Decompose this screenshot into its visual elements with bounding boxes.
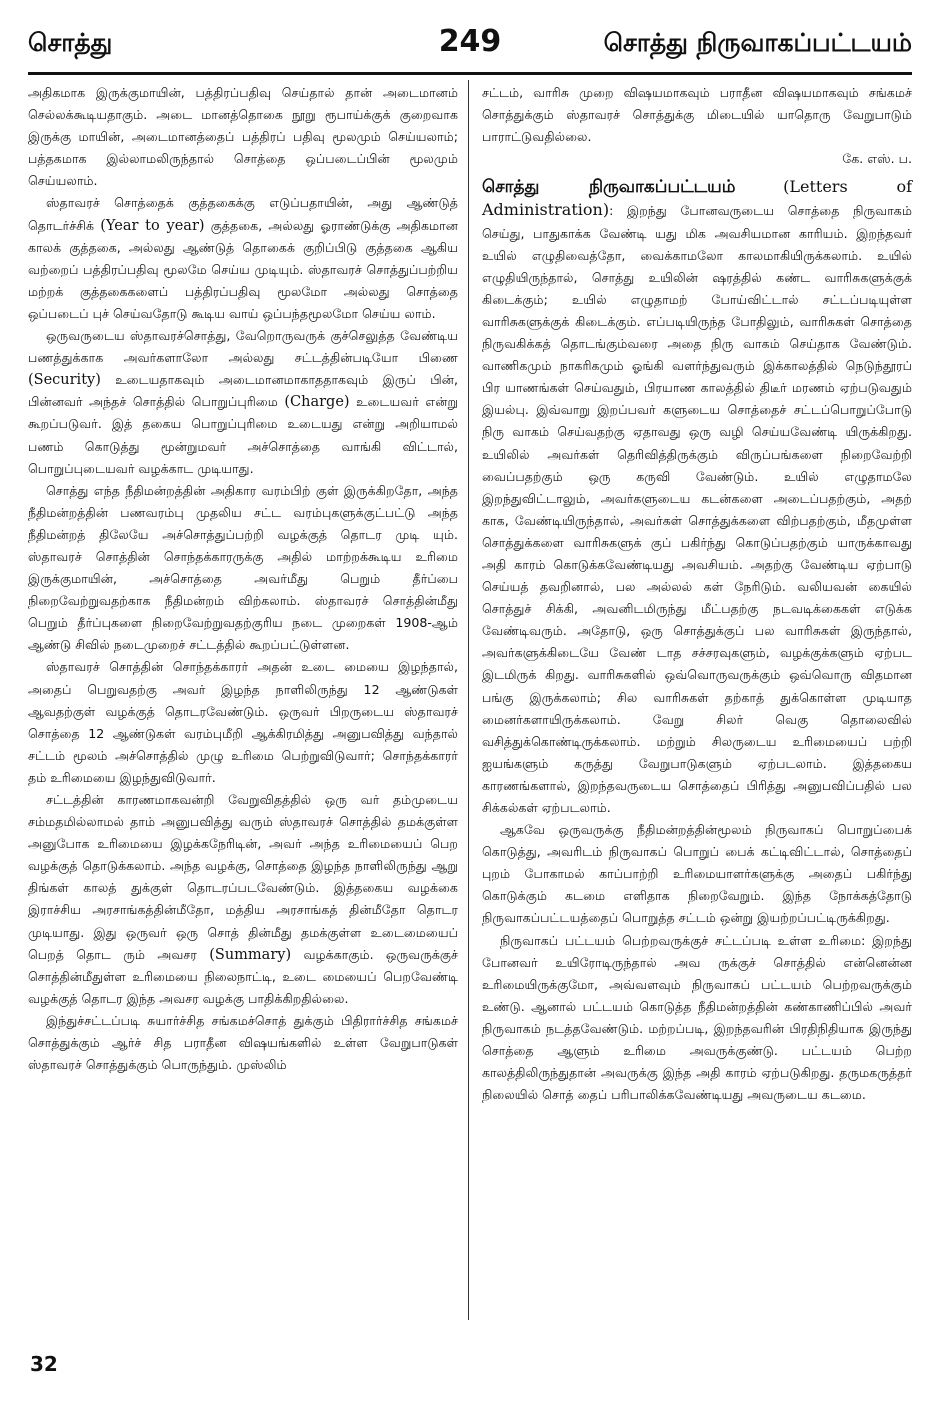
paragraph: நிருவாகப் பட்டயம் பெற்றவருக்குச் சட்டப்படி உள்ள உரிமை: இறந்து போனவர் உயிரோடிருந்தால் அவ ருக்குச் சொத்தில் என்னென்ன உரிமையிருக்குமோ, அவ்வளவும் நிருவாகப் பட்டயம் பெற்றவருக்கும் உண்டு. ஆனால் பட்டயம் கொடுத்த நீதிமன்றத்தின் கண்காணிப்பில் அவர் நிருவாகம் நடத்தவேண்டும். மற்றப்படி, இறந்தவரின் பிரதிநிதியாக இருந்து சொத்தை ஆளும் உரிமை அவருக்குண்டு. பட்டயம் பெற்ற காலத்திலிருந்துதான் அவருக்கு இந்த அதி காரம் ஏற்படுகிறது. தருமகருத்தர் நிலையில் சொத் தைப் பரிபாலிக்கவேண்டியது அவருடைய கடமை. (482, 932, 912, 1103)
author-signature: கே. எஸ். ப. (842, 151, 912, 167)
paragraph (28, 325, 458, 480)
english-term: (Charge) (284, 394, 350, 411)
entry-headword: சொத்து நிருவாகப்பட்டயம் (482, 177, 736, 198)
text-run: ஸ்தாவரச் சொத்தைக் குத்தகைக்கு எடுப்பதாயின், அது ஆண்டுத் தொடர்ச்சிக் (28, 195, 458, 233)
paragraph: இந்துச்சட்டப்படி சுயார்ச்சித சங்கமச்சொத் துக்கும் பிதிரார்ச்சித சங்கமச் சொத்துக்கும் ஆர்ச் சித பராதீன விஷயங்களில் உள்ள வேறுபாடுகள் ஸ்தாவரச் சொத்துக்கும் பொருந்தும். முஸ்லிம் (28, 1012, 458, 1073)
english-term: (Security) (28, 372, 101, 389)
right-column (482, 82, 912, 1106)
running-head-right: சொத்து நிருவாகப்பட்டயம் (603, 28, 912, 57)
paragraph: அதிகமாக இருக்குமாயின், பத்திரப்பதிவு செய்தால் தான் அடைமானம் செல்லக்கூடியதாகும். அடை மானத்தொகை நூறு ரூபாய்க்குக் குறைவாக இருக்கு மாயின், அடைமானத்தைப் பத்திரப் பதிவு மூலமும் செய்யலாம்; பத்தகமாக இல்லாமலிருந்தால் சொத்தை ஒப்படைப்பின் மூலமும் செய்யலாம். (28, 85, 458, 189)
paragraph: ஆகவே ஒருவருக்கு நீதிமன்றத்தின்மூலம் நிருவாகப் பொறுப்பைக் கொடுத்து, அவரிடம் நிருவாகப் பொறுப் பைக் கட்டிவிட்டால், சொத்தைப் புறம் போகாமல் காப்பாற்றி உரிமையாளர்களுக்கு அதைப் பகிர்ந்து கொடுக்கும் கடமை எளிதாக நிறைவேறும். இந்த நோக்கத்தோடு நிருவாகப்பட்டயத்தைப் பொறுத்த சட்டம் ஒன்று இயற்றப்பட்டிருக்கிறது. (482, 822, 912, 926)
paragraph: சட்டம், வாரிசு முறை விஷயமாகவும் பராதீன விஷயமாகவும் சங்கமச் சொத்துக்கும் ஸ்தாவரச் சொத்துக்கு மிடையில் யாதொரு வேறுபாடும் பாராட்டுவதில்லை. (482, 85, 912, 145)
paragraph (28, 789, 458, 1010)
entry-text: : இறந்து போனவருடைய சொத்தை நிருவாகம் செய்து, பாதுகாக்க வேண்டி யது மிக அவசியமான காரியம். இறந்தவர் உயில் எழுதிவைத்தோ, வைக்காமலோ காலமாகியிருக்கலாம். உயில் எழுதியிருந்தால், சொத்து உயிலின் ஷரத்தில் கண்ட வாரிசுகளுக்குக் கிடைக்கும்; உயில் எழுதாமற் போய்விட்டால் சட்டப்படியுள்ள வாரிசுகளுக்குக் கிடைக்கும். எப்படியிருந்த போதிலும், வாரிசுகள் சொத்தை நிருவகிக்கத் தொடங்கும்வரை அதை நிரு வாகம் செய்தாக வேண்டும். வாணிகமும் நாகரிகமும் ஓங்கி வளர்ந்துவரும் இக்காலத்தில் நெடுந்தூரப் பிர யாணங்கள் செய்வதும், பிரயாண காலத்தில் திடீர் மரணம் ஏற்படுவதும் இயல்பு. இவ்வாறு இறப்பவர் களுடைய சொத்தைச் சட்டப்பொறுப்போடு நிரு வாகம் செய்வதற்கு ஏதாவது ஒரு வழி செய்யவேண்டி யிருக்கிறது. உயிலில் அவர்கள் தெரிவித்திருக்கும் விருப்பங்களை நிறைவேற்றி வைப்பதற்கும் ஒரு கருவி வேண்டும். உயில் எழுதாமலே இறந்துவிட்டாலும், அவர்களுடைய கடன்களை அடைப்பதற்கும், அதற் காக, வேண்டியிருந்தால், அவர்கள் சொத்துக்களை விற்பதற்கும், மீதமுள்ள சொத்துக்களை வாரிசுகளுக் குப் பகிர்ந்து கொடுப்பதற்கும் யாருக்காவது அதி காரம் கொடுக்கவேண்டியது அவசியம். அதற்கு வேண்டிய ஏற்பாடு செய்யத் தவறினால், பல அல்லல் கள் நேரிடும். வலியவன் கையில் சொத்துச் சிக்கி, அவனிடமிருந்து மீட்பதற்கு நடவடிக்கைகள் எடுக்க வேண்டிவரும். அதோடு, ஒரு சொத்துக்குப் பல வாரிசுகள் இருந்தால், அவர்களுக்கிடையே வேண் டாத சச்சரவுகளும், வழக்குக்களும் ஏற்பட இடமிருக் கிறது. வாரிசுகளில் ஒவ்வொருவருக்கும் ஒவ்வொரு விதமான பங்கு இருக்கலாம்; சில வாரிசுகள் தற்காத் துக்கொள்ள முடியாத மைனர்களாயிருக்கலாம். வேறு சிலர் வெகு தொலைவில் வசித்துக்கொண்டிருக்கலாம். மற்றும் சிலருடைய உரிமையைப் பற்றி ஐயங்களும் கருத்து வேறுபாடுகளும் ஏற்படலாம். இத்தகைய காரணங்களால், இறந்தவருடைய சொத்தைப் பிரித்து அனுபவிப்பதில் பல சிக்கல்கள் ஏற்படலாம். (482, 203, 912, 815)
english-term: (Year to year) (100, 217, 205, 234)
running-head-left: சொத்து (28, 28, 113, 57)
paragraph (28, 192, 458, 325)
text-run: குத்தகை, அல்லது ஓராண்டுக்கு அதிகமான காலக் குத்தகை, அல்லது ஆண்டுத் தொகைக் குறிப்பிடு குத்தகை ஆகிய வற்றைப் பத்திரப்பதிவு மூலமே செய்ய முடியும். ஸ்தாவரச் சொத்துப்பற்றிய மற்றக் குத்தகைகளைப் பத்திரப்பதிவு மூலமோ அல்லது சொத்தை ஒப்படைப் புச் செய்வதோடு கூடிய வாய் ஒப்பந்தமூலமோ செய்ய லாம். (28, 217, 458, 321)
text-run: உடையவர் என்று கூறப்படுவர். இத் தகைய பொறுப்புரிமை உடையது என்று அறியாமல் பணம் கொடுத்து மூன்றுமவர் அச்சொத்தை வாங்கி விட்டால், பொறுப்புடையவர் வழக்காட முடியாது. (28, 394, 458, 476)
english-term: (Summary) (209, 946, 292, 963)
column-divider (468, 80, 469, 1320)
paragraph: சொத்து எந்த நீதிமன்றத்தின் அதிகார வரம்பிற் குள் இருக்கிறதோ, அந்த நீதிமன்றத்தின் பணவரம்பு முதலிய சட்ட வரம்புகளுக்குட்பட்டு அந்த நீதிமன்றத் திலேயே அச்சொத்துப்பற்றி வழக்குத் தொடர முடி யும். ஸ்தாவரச் சொத்தின் சொந்தக்காரருக்கு அதில் மாற்றக்கூடிய உரிமை இருக்குமாயின், அச்சொத்தை அவர்மீது பெறும் தீர்ப்பை நிறைவேற்றுவதற்காக நீதிமன்றம் விற்கலாம். ஸ்தாவரச் சொத்தின்மீது பெறும் தீர்ப்புகளை நிறைவேற்றுவதற்குரிய நடை முறைகள் 1908-ஆம் ஆண்டு சிவில் நடைமுறைச் சட்டத்தில் கூறப்பட்டுள்ளன. (28, 482, 458, 653)
encyclopedia-entry (482, 176, 912, 819)
text-run: வழக்காகும். ஒருவருக்குச் சொத்தின்மீதுள்ள உரிமையை நிலைநாட்டி, உடை மையைப் பெறவேண்டி வழக்குத் தொடர இந்த அவசர வழக்கு பாதிக்கிறதில்லை. (28, 946, 459, 1006)
page-number: 249 (438, 24, 502, 59)
page-header (28, 22, 912, 75)
entry-english-term: (Letters of Administration) (482, 177, 912, 220)
paragraph: ஸ்தாவரச் சொத்தின் சொந்தக்காரர் அதன் உடை மையை இழந்தால், அதைப் பெறுவதற்கு அவர் இழந்த நாளிலிருந்து 12 ஆண்டுகள் ஆவதற்குள் வழக்குத் தொடரவேண்டும். ஒருவர் பிறருடைய ஸ்தாவரச் சொத்தை 12 ஆண்டுகள் வரம்புமீறி ஆக்கிரமித்து அனுபவித்து வந்தால் சட்டம் மூலம் அச்சொத்தில் முழு உரிமை பெற்றுவிடுவார்; சொந்தக்காரர் தம் உரிமையை இழந்துவிடுவார். (28, 659, 458, 785)
text-run: சட்டத்தின் காரணமாகவன்றி வேறுவிதத்தில் ஒரு வர் தம்முடைய சம்மதமில்லாமல் தாம் அனுபவித்து வரும் ஸ்தாவரச் சொத்தில் தமக்குள்ள அனுபோக உரிமையை இழக்கநேரிடின், அவர் அந்த உரிமையைப் பெற வழக்குத் தொடுக்கலாம். அந்த வழக்கு, சொத்தை இழந்த நாளிலிருந்து ஆறு திங்கள் காலத் துக்குள் தொடரப்படவேண்டும். இத்தகைய வழக்கை இராச்சிய அரசாங்கத்தின்மீதோ, மத்திய அரசாங்கத் தின்மீதோ தொடர முடியாது. இது ஒருவர் ஒரு சொத் தின்மீது தமக்குள்ள உடைமையைப் பெறத் தொட ரும் அவசர (28, 792, 458, 962)
text-run: உடையதாகவும் அடைமானமாகாததாகவும் இருப் பின், பின்னவர் அந்தச் சொத்தில் பொறுப்புரிமை (28, 372, 458, 410)
left-column (28, 82, 458, 1076)
text-run: ஒருவருடைய ஸ்தாவரச்சொத்து, வேறொருவருக் குச்செலுத்த வேண்டிய பணத்துக்காக அவர்களாலோ அல்லது சட்டத்தின்படியோ பிணை (28, 328, 458, 366)
footer-number: 32 (30, 1352, 58, 1376)
